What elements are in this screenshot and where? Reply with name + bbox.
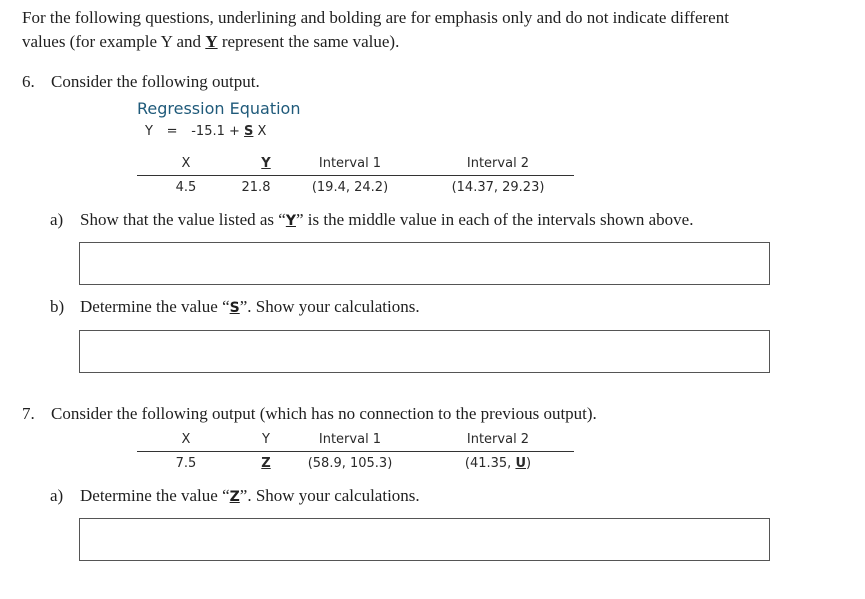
q7-cell-interval-1: (58.9, 105.3) <box>307 456 393 471</box>
q7-cell-interval-2 <box>448 456 548 471</box>
q7-interval-2-u: U <box>515 456 527 471</box>
intro-line-2 <box>22 32 399 52</box>
q7-number: 7. <box>22 404 35 423</box>
q7-header-interval-1: Interval 1 <box>318 432 382 447</box>
eq-intercept: -15.1 + <box>191 124 245 139</box>
q7-table-divider <box>137 451 574 452</box>
q6-prompt: Consider the following output. <box>51 72 260 91</box>
q7-cell-x: 7.5 <box>175 456 197 471</box>
q7-header-x: X <box>181 432 191 447</box>
q6a-text-start: Show that the value listed as “ <box>80 210 286 229</box>
q6-header-interval-1: Interval 1 <box>318 156 382 171</box>
q6-cell-interval-1: (19.4, 24.2) <box>311 180 389 195</box>
q6b-answer-box[interactable] <box>79 330 770 373</box>
q7-header-y: Y <box>262 432 270 447</box>
intro-text: values (for example Y and <box>22 32 206 51</box>
q6b-label: b) <box>50 297 65 316</box>
q7-cell-z: Z <box>261 456 271 471</box>
regression-title: Regression Equation <box>137 99 301 118</box>
q6-number: 6. <box>22 72 35 91</box>
q6-header-x: X <box>181 156 191 171</box>
eq-x: X <box>253 124 267 139</box>
q6b-text-end: ”. Show your calculations. <box>239 297 420 316</box>
q6-table-divider <box>137 175 574 176</box>
intro-line-1: For the following questions, underlining and bolding are for emphasis only and do not indicate different <box>22 8 729 27</box>
q7a-bold-z: Z <box>229 489 240 505</box>
q6-header-y: Y <box>261 156 271 171</box>
q6a-label: a) <box>50 210 64 229</box>
q6a-text-end: ” is the middle value in each of the intervals shown above. <box>295 210 694 229</box>
q7a-text-end: ”. Show your calculations. <box>239 486 420 505</box>
q6a-answer-box[interactable] <box>79 242 770 285</box>
q7-prompt: Consider the following output (which has no connection to the previous output). <box>51 404 597 423</box>
q7a-text-start: Determine the value “ <box>80 486 230 505</box>
q7a-label: a) <box>50 486 64 505</box>
q6b-text-start: Determine the value “ <box>80 297 230 316</box>
eq-y: Y <box>145 124 153 139</box>
eq-slope-s: S <box>244 124 254 139</box>
q7a-text <box>80 486 420 506</box>
q6b-text <box>80 297 420 317</box>
q6-cell-x: 4.5 <box>175 180 197 195</box>
regression-equation <box>145 124 266 139</box>
q7-header-interval-2: Interval 2 <box>466 432 530 447</box>
q6-cell-y: 21.8 <box>241 180 271 195</box>
q6-header-interval-2: Interval 2 <box>466 156 530 171</box>
q7-interval-2-start: (41.35, <box>464 456 516 471</box>
intro-bold-y: Y <box>205 32 218 51</box>
q6b-bold-s: S <box>229 300 240 316</box>
q7-interval-2-end: ) <box>526 456 532 471</box>
eq-equals: = <box>166 124 178 139</box>
q6a-bold-y: Y <box>285 213 296 229</box>
q6a-text <box>80 210 693 230</box>
q7a-answer-box[interactable] <box>79 518 770 561</box>
intro-text-end: represent the same value). <box>217 32 400 51</box>
q6-cell-interval-2: (14.37, 29.23) <box>451 180 545 195</box>
